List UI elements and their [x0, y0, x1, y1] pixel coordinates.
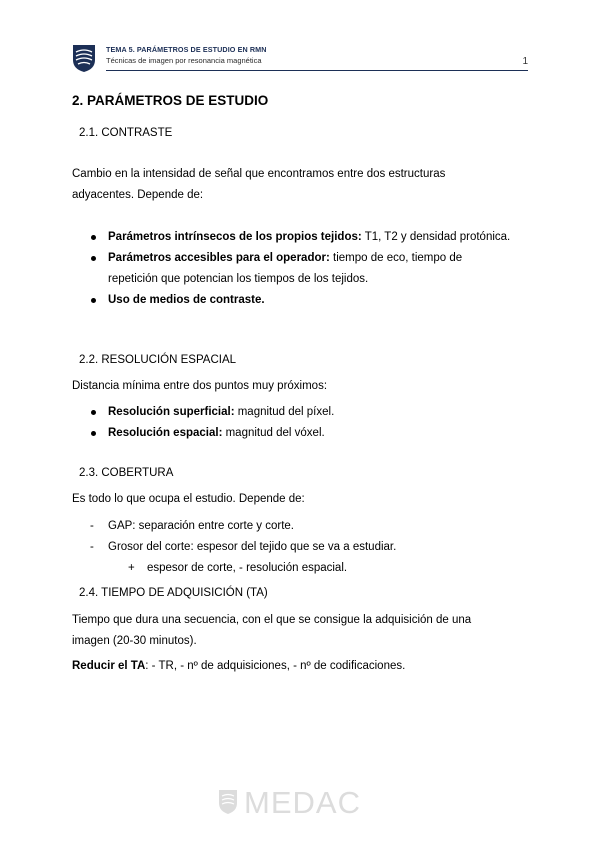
sub-item-text: espesor de corte, - resolución espacial.	[147, 562, 348, 574]
resolucion-intro: Distancia mínima entre dos puntos muy próximos:	[72, 380, 328, 392]
header-divider	[106, 70, 528, 71]
page-number: 1	[522, 56, 528, 67]
subsection-heading-contraste: 2.1. CONTRASTE	[79, 127, 173, 139]
list-item	[72, 402, 512, 423]
tiempo-intro	[72, 610, 512, 652]
bullet-bold: Resolución superficial:	[108, 406, 235, 418]
bullet-icon	[91, 235, 96, 240]
footer-watermark	[218, 786, 378, 820]
bullet-text: magnitud del vóxel.	[222, 427, 325, 439]
contraste-intro-line2: adyacentes. Depende de:	[72, 189, 204, 201]
resolucion-bullet-list	[72, 402, 512, 444]
bullet-text: magnitud del píxel.	[234, 406, 335, 418]
bullet-icon	[91, 256, 96, 261]
contraste-bullet-list	[72, 227, 512, 311]
list-item	[72, 537, 396, 558]
plus-marker: +	[128, 562, 135, 574]
cobertura-intro: Es todo lo que ocupa el estudio. Depende de:	[72, 493, 305, 505]
bullet-bold: Parámetros accesibles para el operador:	[108, 252, 330, 264]
bullet-text: tiempo de eco, tiempo de repetición que potencian los tiempos de los tejidos.	[108, 252, 463, 285]
header-subtitle: Técnicas de imagen por resonancia magnética	[106, 56, 262, 65]
list-item	[72, 227, 512, 248]
reduce-text: : - TR, - nº de adquisiciones, - nº de codificaciones.	[145, 660, 406, 672]
bullet-bold: Uso de medios de contraste.	[108, 294, 265, 306]
list-item	[72, 248, 512, 290]
bullet-bold: Parámetros intrínsecos de los propios tejidos:	[108, 231, 362, 243]
section-heading: 2. PARÁMETROS DE ESTUDIO	[72, 93, 269, 108]
tiempo-reduce	[72, 656, 512, 677]
subsection-heading-cobertura: 2.3. COBERTURA	[79, 467, 174, 479]
watermark-text: MEDAC	[244, 785, 361, 820]
contraste-intro	[72, 164, 512, 206]
page-header	[72, 43, 528, 75]
bullet-icon	[91, 410, 96, 415]
list-item	[72, 290, 512, 311]
dash-marker: -	[90, 520, 94, 532]
bullet-text: T1, T2 y densidad protónica.	[361, 231, 511, 243]
bullet-bold: Resolución espacial:	[108, 427, 223, 439]
tiempo-intro-line2: imagen (20-30 minutos).	[72, 635, 197, 647]
list-item	[72, 423, 512, 444]
subsection-heading-resolucion: 2.2. RESOLUCIÓN ESPACIAL	[79, 354, 237, 366]
subsection-heading-tiempo: 2.4. TIEMPO DE ADQUISICIÓN (TA)	[79, 587, 268, 599]
dash-marker: -	[90, 541, 94, 553]
header-title: TEMA 5. PARÁMETROS DE ESTUDIO EN RMN	[106, 45, 267, 54]
reduce-bold: Reducir el TA	[72, 660, 146, 672]
list-item	[72, 516, 396, 537]
dash-item-text: GAP: separación entre corte y corte.	[108, 520, 295, 532]
contraste-intro-line1: Cambio en la intensidad de señal que encontramos entre dos estructuras	[72, 168, 446, 180]
bullet-icon	[91, 431, 96, 436]
cobertura-dash-list	[72, 516, 396, 558]
medac-watermark-shield-icon	[218, 789, 238, 815]
bullet-icon	[91, 298, 96, 303]
tiempo-intro-line1: Tiempo que dura una secuencia, con el que se consigue la adquisición de una	[72, 614, 472, 626]
medac-shield-logo	[72, 43, 96, 73]
dash-item-text: Grosor del corte: espesor del tejido que se va a estudiar.	[108, 541, 397, 553]
